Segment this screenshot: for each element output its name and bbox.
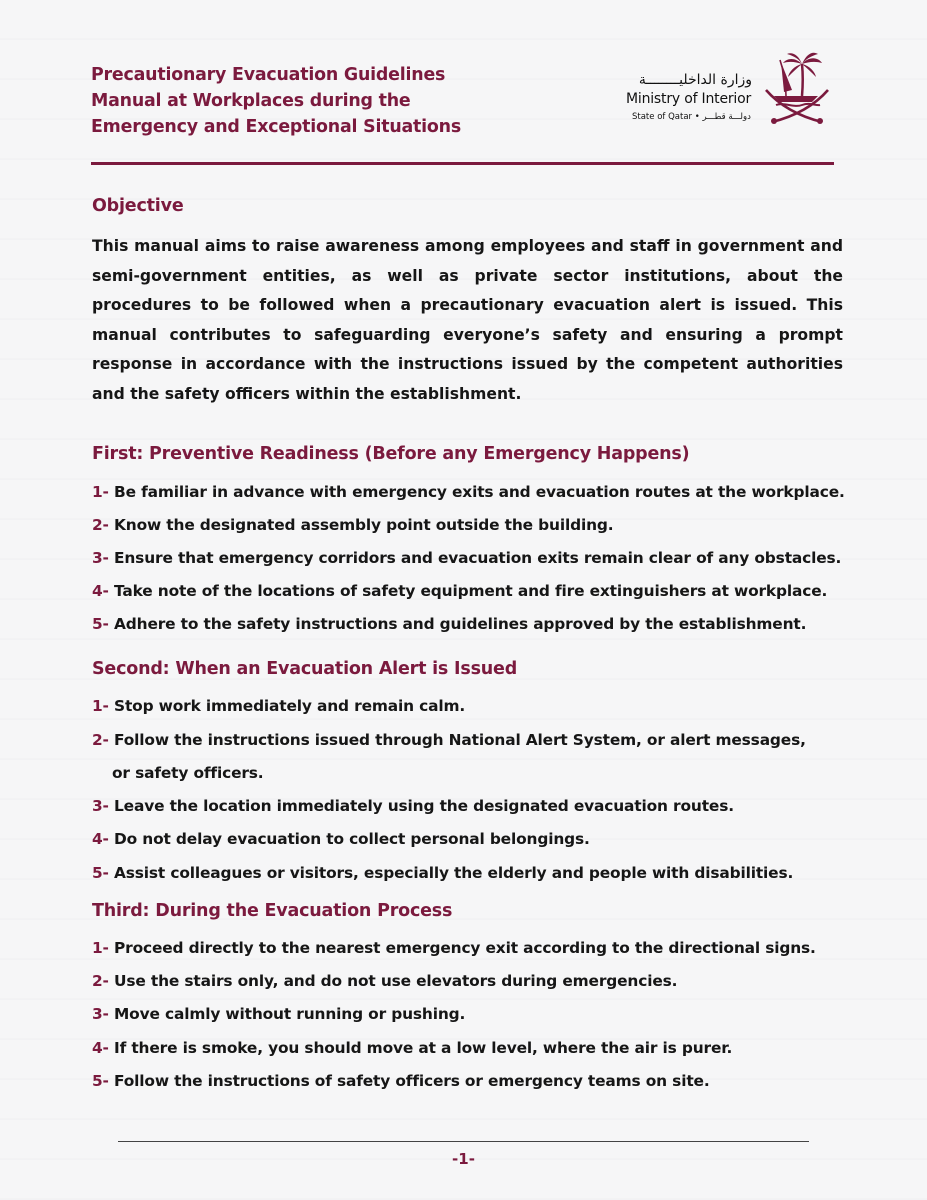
item-text: Leave the location immediately using the designated evacuation routes. [114,797,734,815]
item-text: Take note of the locations of safety equipment and fire extinguishers at workplace. [114,582,828,600]
item-text: Do not delay evacuation to collect personal belongings. [114,830,590,848]
item-number: 2- [92,516,109,534]
item-number: 3- [92,1005,109,1023]
item-number: 3- [92,549,109,567]
ministry-logo [622,50,832,130]
title-line: Precautionary Evacuation Guidelines [91,65,446,85]
list-item [92,932,852,965]
list-item [92,857,852,890]
item-text: Follow the instructions issued through National Alert System, or alert messages, [114,731,806,749]
logo-arabic-text: وزارة الداخليــــــــة [638,72,752,88]
list-item [92,509,852,542]
item-text: Know the designated assembly point outside the building. [114,516,614,534]
item-number: 1- [92,697,109,715]
list-item [92,823,852,856]
item-number: 5- [92,1072,109,1090]
logo-state-text: State of Qatar • دولـــة قطـــر [632,112,751,122]
objective-heading: Objective [92,196,184,216]
item-number: 2- [92,972,109,990]
title-line: Emergency and Exceptional Situations [91,117,461,137]
list-item [92,998,852,1031]
footer-divider [118,1141,809,1142]
item-text-continuation: or safety officers. [112,764,264,782]
header-divider [91,162,834,165]
section-heading-second: Second: When an Evacuation Alert is Issued [92,659,518,679]
list-item [92,608,852,641]
section-heading-third: Third: During the Evacuation Process [92,901,453,921]
item-text: Adhere to the safety instructions and guidelines approved by the establishment. [114,615,807,633]
item-number: 5- [92,864,109,882]
logo-english-text: Ministry of Interior [626,91,752,107]
list-item [92,965,852,998]
section-heading-first: First: Preventive Readiness (Before any Emergency Happens) [92,444,690,464]
list-item [92,1065,852,1098]
item-text: If there is smoke, you should move at a low level, where the air is purer. [114,1039,733,1057]
item-text: Follow the instructions of safety officers or emergency teams on site. [114,1072,710,1090]
item-text: Assist colleagues or visitors, especially the elderly and people with disabilities. [114,864,794,882]
item-number: 4- [92,830,109,848]
list-item [92,542,852,575]
list-item [92,724,852,790]
item-number: 2- [92,731,109,749]
item-number: 5- [92,615,109,633]
item-number: 1- [92,483,109,501]
document-title [91,62,491,140]
item-text: Be familiar in advance with emergency exits and evacuation routes at the workplace. [114,483,845,501]
item-text: Move calmly without running or pushing. [114,1005,466,1023]
item-number: 1- [92,939,109,957]
page-number: -1- [452,1150,475,1168]
list-item [92,476,852,509]
item-number: 4- [92,1039,109,1057]
item-text: Proceed directly to the nearest emergency exit according to the directional signs. [114,939,816,957]
list-item [92,790,852,823]
qatar-emblem-icon [762,50,832,126]
objective-paragraph: This manual aims to raise awareness among employees and staff in government and semi-government entities, as well as private sector institutions, about the procedures to be followed when a precautionary evacuation alert is issued. This manual contributes to safeguarding everyone’s safety and ensuring a prompt response in accordance with the instructions issued by the competent authorities and the safety officers within the establishment. [92,237,843,403]
item-number: 4- [92,582,109,600]
title-line: Manual at Workplaces during the [91,91,411,111]
list-item [92,1032,852,1065]
item-text: Ensure that emergency corridors and evacuation exits remain clear of any obstacles. [114,549,842,567]
list-item [92,575,852,608]
item-text: Stop work immediately and remain calm. [114,697,466,715]
item-text: Use the stairs only, and do not use elevators during emergencies. [114,972,678,990]
list-item [92,690,852,723]
item-number: 3- [92,797,109,815]
